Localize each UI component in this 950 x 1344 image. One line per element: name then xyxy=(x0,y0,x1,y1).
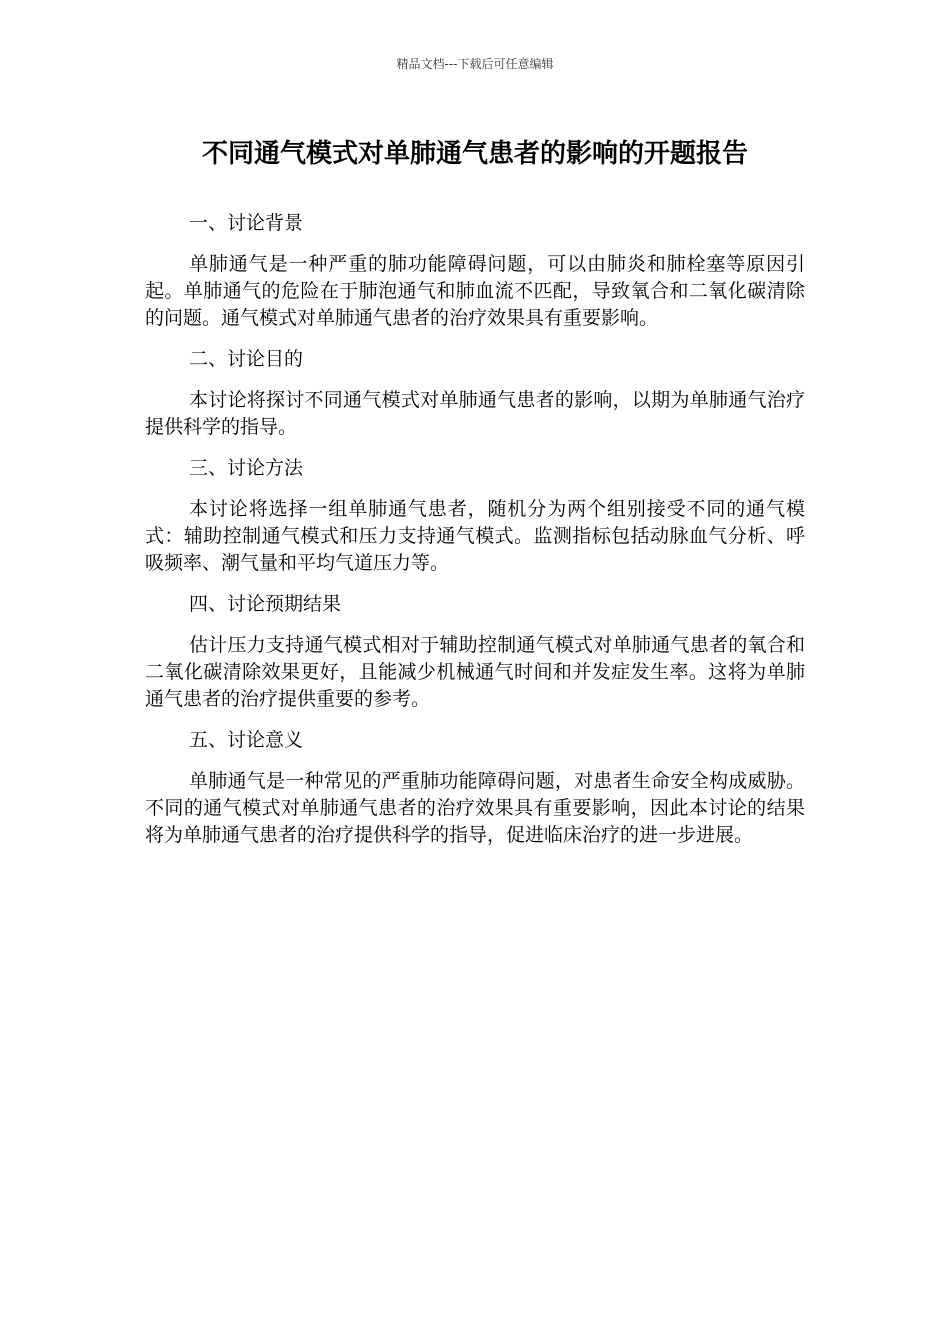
section-heading: 一、讨论背景 xyxy=(189,212,304,234)
section-heading: 五、讨论意义 xyxy=(189,729,304,751)
document-body xyxy=(145,210,805,863)
section-heading: 四、讨论预期结果 xyxy=(189,593,342,615)
page-header: 精品文档---下载后可任意编辑 xyxy=(396,57,554,71)
section-heading: 二、讨论目的 xyxy=(189,348,304,370)
section-expected-results xyxy=(145,591,805,713)
section-method xyxy=(145,455,805,577)
section-paragraph: 本讨论将探讨不同通气模式对单肺通气患者的影响，以期为单肺通气治疗提供科学的指导。 xyxy=(145,389,805,438)
section-paragraph: 估计压力支持通气模式相对于辅助控制通气模式对单肺通气患者的氧合和二氧化碳清除效果更好，且能减少机械通气时间和并发症发生率。这将为单肺通气患者的治疗提供重要的参考。 xyxy=(145,634,805,710)
section-significance xyxy=(145,727,805,849)
section-paragraph: 单肺通气是一种常见的严重肺功能障碍问题，对患者生命安全构成威胁。不同的通气模式对单肺通气患者的治疗效果具有重要影响，因此本讨论的结果将为单肺通气患者的治疗提供科学的指导，促进临床治疗的进一步进展。 xyxy=(145,770,805,846)
section-background xyxy=(145,210,805,332)
section-purpose xyxy=(145,346,805,441)
section-paragraph: 单肺通气是一种严重的肺功能障碍问题，可以由肺炎和肺栓塞等原因引起。单肺通气的危险在于肺泡通气和肺血流不匹配，导致氧合和二氧化碳清除的问题。通气模式对单肺通气患者的治疗效果具有重要影响。 xyxy=(145,253,805,329)
section-heading: 三、讨论方法 xyxy=(189,457,304,479)
section-paragraph: 本讨论将选择一组单肺通气患者，随机分为两个组别接受不同的通气模式：辅助控制通气模式和压力支持通气模式。监测指标包括动脉血气分析、呼吸频率、潮气量和平均气道压力等。 xyxy=(145,498,805,574)
document-title: 不同通气模式对单肺通气患者的影响的开题报告 xyxy=(201,139,748,169)
